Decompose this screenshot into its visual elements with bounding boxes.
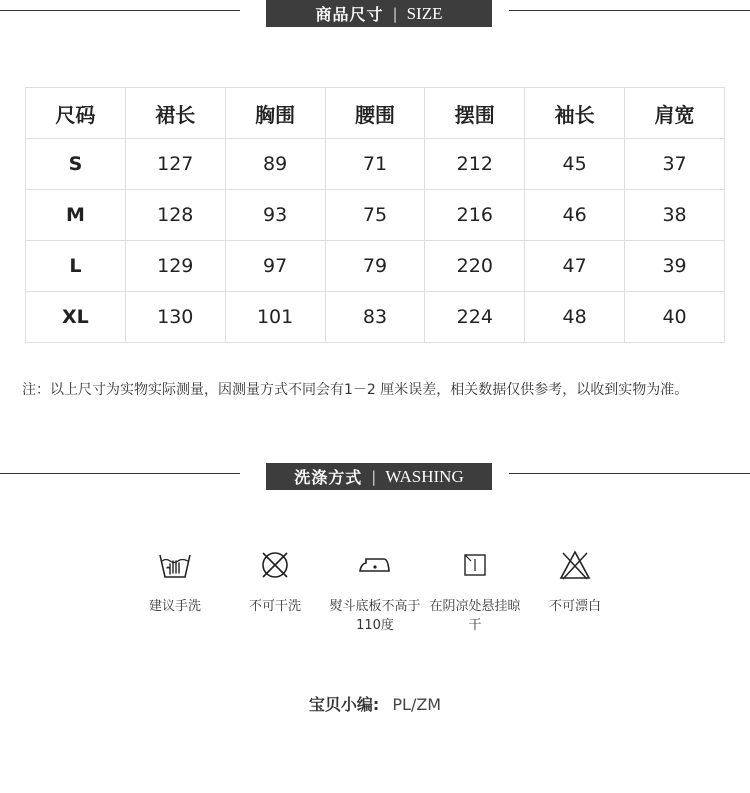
table-cell: 212 <box>425 139 525 190</box>
table-cell: 83 <box>325 292 425 343</box>
no-dry-clean-icon <box>257 547 293 583</box>
wash-label: 建议手洗 <box>148 599 201 614</box>
table-cell: 220 <box>425 241 525 292</box>
size-section-header <box>0 0 750 28</box>
wash-label: 不可干洗 <box>248 599 301 614</box>
size-title-en: SIZE <box>406 3 443 23</box>
wash-item-iron <box>325 547 425 635</box>
wash-label: 不可漂白 <box>548 599 601 614</box>
table-cell: 45 <box>525 139 625 190</box>
wash-label: 在阴凉处悬挂晾干 <box>429 599 521 633</box>
title-separator: | <box>371 467 377 486</box>
wash-item-no-dry-clean <box>225 547 325 616</box>
washing-title-en: WASHING <box>385 466 464 486</box>
hand-wash-icon <box>157 547 193 583</box>
wash-item-hand-wash <box>125 547 225 616</box>
size-cell: XL <box>26 292 126 343</box>
table-cell: 40 <box>625 292 725 343</box>
size-cell: S <box>26 139 126 190</box>
table-cell: 224 <box>425 292 525 343</box>
washing-title-badge <box>266 463 492 490</box>
table-cell: 46 <box>525 190 625 241</box>
header-bust: 胸围 <box>225 88 325 139</box>
header-rule-right <box>509 473 750 474</box>
table-row <box>26 139 725 190</box>
size-table-header-row <box>26 88 725 139</box>
wash-label: 熨斗底板不高于110度 <box>329 599 421 633</box>
header-rule-left <box>0 10 240 11</box>
table-cell: 47 <box>525 241 625 292</box>
size-title-cn: 商品尺寸 <box>315 5 384 24</box>
iron-low-icon <box>357 547 393 583</box>
table-cell: 48 <box>525 292 625 343</box>
size-title-badge <box>266 0 492 27</box>
table-cell: 38 <box>625 190 725 241</box>
size-cell: L <box>26 241 126 292</box>
washing-section-header <box>0 463 750 491</box>
table-cell: 129 <box>125 241 225 292</box>
table-cell: 128 <box>125 190 225 241</box>
editor-label: 宝贝小编: <box>308 695 380 714</box>
table-row <box>26 241 725 292</box>
line-dry-shade-icon <box>457 547 493 583</box>
table-row <box>26 292 725 343</box>
editor-value: PL/ZM <box>392 695 442 714</box>
wash-item-no-bleach <box>525 547 625 616</box>
size-table <box>25 87 725 343</box>
header-dress-length: 裙长 <box>125 88 225 139</box>
header-sleeve-length: 袖长 <box>525 88 625 139</box>
table-cell: 39 <box>625 241 725 292</box>
table-cell: 216 <box>425 190 525 241</box>
table-cell: 37 <box>625 139 725 190</box>
table-cell: 79 <box>325 241 425 292</box>
table-cell: 101 <box>225 292 325 343</box>
size-cell: M <box>26 190 126 241</box>
editor-credit <box>0 692 750 715</box>
no-bleach-icon <box>557 547 593 583</box>
header-waist: 腰围 <box>325 88 425 139</box>
measurement-note: 注：以上尺寸为实物实际测量，因测量方式不同会有1－2 厘米误差，相关数据仅供参考，以收到实物为准。 <box>22 382 689 398</box>
table-cell: 89 <box>225 139 325 190</box>
wash-item-line-dry <box>425 547 525 635</box>
washing-title-cn: 洗涤方式 <box>294 468 363 487</box>
header-hem: 摆围 <box>425 88 525 139</box>
header-rule-right <box>509 10 750 11</box>
table-cell: 93 <box>225 190 325 241</box>
header-rule-left <box>0 473 240 474</box>
table-cell: 75 <box>325 190 425 241</box>
table-cell: 97 <box>225 241 325 292</box>
header-shoulder-width: 肩宽 <box>625 88 725 139</box>
table-cell: 127 <box>125 139 225 190</box>
table-cell: 71 <box>325 139 425 190</box>
header-size: 尺码 <box>26 88 126 139</box>
table-cell: 130 <box>125 292 225 343</box>
table-row <box>26 190 725 241</box>
title-separator: | <box>392 4 398 23</box>
